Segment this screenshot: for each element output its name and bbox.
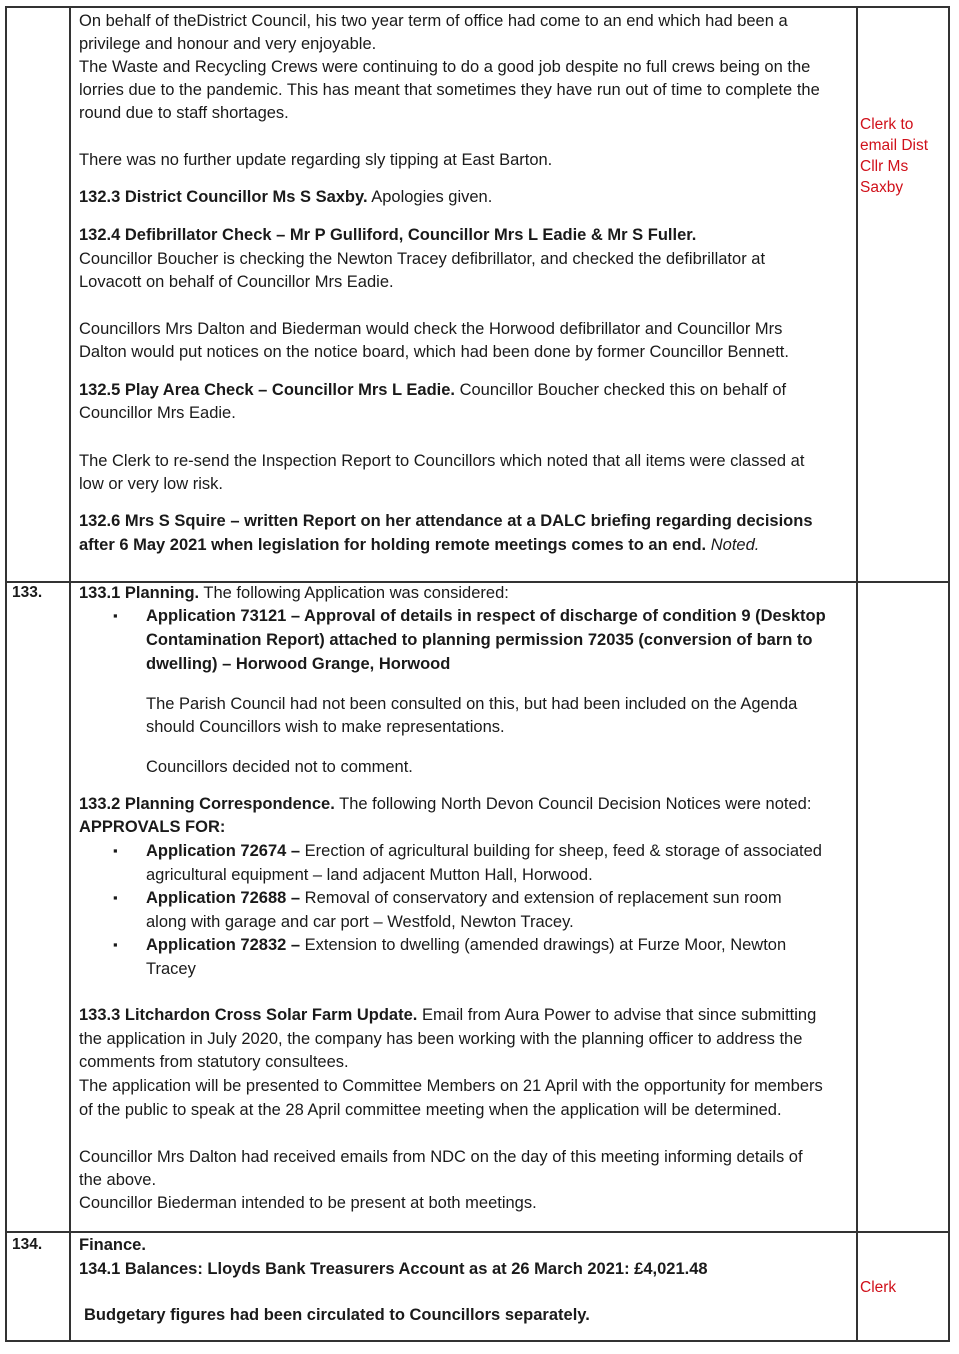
application-text: Extension to dwelling (amended drawings) at Furze Moor, Newton: [300, 936, 787, 954]
text-line: There was no further update regarding sly tipping at East Barton.: [79, 151, 553, 169]
bullet-icon: ▪: [113, 608, 118, 623]
section-note: Noted.: [706, 536, 760, 554]
text-line: The Clerk to re-send the Inspection Report to Councillors which noted that all items were classed at: [79, 452, 805, 470]
column-divider: [69, 8, 71, 1340]
action-note: Clerk to email Dist Cllr Ms Saxby: [860, 116, 929, 196]
text-line: low or very low risk.: [79, 475, 223, 493]
section-heading: 133.1 Planning.: [79, 584, 200, 602]
application-number: Application 72688 –: [146, 889, 301, 907]
application-number: Application 72674 –: [146, 842, 301, 860]
section-133-2: [79, 793, 851, 817]
budget-line: Budgetary figures had been circulated to Councillors separately.: [84, 1306, 590, 1324]
text-line: The Parish Council had not been consulted on this, but had been included on the Agenda: [146, 695, 798, 713]
balances-line: 134.1 Balances: Lloyds Bank Treasurers Account as at 26 March 2021: £4,021.48: [79, 1260, 708, 1278]
text-line: should Councillors wish to make representations.: [146, 718, 505, 736]
text-line: Lovacott on behalf of Councillor Mrs Eadie.: [79, 273, 394, 291]
text-line: Tracey: [146, 960, 196, 978]
text-line: agricultural equipment – land adjacent Mutton Hall, Horwood.: [146, 866, 593, 884]
section-133-3: [79, 1004, 851, 1028]
section-heading: 132.5 Play Area Check – Councillor Mrs L Eadie.: [79, 381, 455, 399]
row-divider: [7, 1231, 948, 1233]
text-line: of the public to speak at the 28 April committee meeting when the application will be determined.: [79, 1101, 782, 1119]
finance-heading: Finance.: [79, 1236, 146, 1254]
row-number: 133.: [12, 584, 43, 601]
text-line: lorries due to the pandemic. This has meant that sometimes they have run out of time to complete the: [79, 81, 820, 99]
text-line: On behalf of theDistrict Council, his two year term of office had come to an end which had been a: [79, 12, 788, 30]
action-note: Clerk: [860, 1279, 897, 1296]
text-line: privilege and honour and very enjoyable.: [79, 35, 377, 53]
bullet-icon: ▪: [113, 937, 118, 952]
application-line: Application 73121 – Approval of details in respect of discharge of condition 9 (Desktop: [146, 607, 826, 625]
section-text: Councillor Boucher checked this on behalf of: [455, 381, 787, 399]
text-line: The Waste and Recycling Crews were continuing to do a good job despite no full crews being on the: [79, 58, 811, 76]
section-heading: 132.4 Defibrillator Check – Mr P Gulliford, Councillor Mrs L Eadie & Mr S Fuller.: [79, 226, 697, 244]
text-line: the above.: [79, 1171, 157, 1189]
application-line: [146, 887, 851, 911]
section-133-1: [79, 582, 851, 606]
text-line: the application in July 2020, the company has been working with the planning officer to address the: [79, 1030, 803, 1048]
application-line: [146, 934, 851, 958]
row-number: 134.: [12, 1236, 43, 1253]
bullet-icon: ▪: [113, 890, 118, 905]
application-number: Application 72832 –: [146, 936, 301, 954]
application-text: Removal of conservatory and extension of replacement sun room: [300, 889, 782, 907]
bullet-icon: ▪: [113, 843, 118, 858]
section-heading: after 6 May 2021 when legislation for holding remote meetings comes to an end.: [79, 536, 707, 554]
section-text: Email from Aura Power to advise that since submitting: [417, 1006, 817, 1024]
section-132-3: [79, 186, 851, 210]
text-line: along with garage and car port – Westfold, Newton Tracey.: [146, 913, 574, 931]
text-line: Councillor Mrs Eadie.: [79, 404, 236, 422]
column-divider: [856, 8, 858, 1340]
text-line: Councillor Mrs Dalton had received emails from NDC on the day of this meeting informing details of: [79, 1148, 803, 1166]
section-heading: 132.6 Mrs S Squire – written Report on her attendance at a DALC briefing regarding decisions: [79, 512, 813, 530]
text-line: round due to staff shortages.: [79, 104, 289, 122]
section-text: Apologies given.: [367, 188, 493, 206]
section-heading: 132.3 District Councillor Ms S Saxby.: [79, 188, 368, 206]
approvals-heading: APPROVALS FOR:: [79, 818, 226, 836]
section-text: The following North Devon Council Decision Notices were noted:: [334, 795, 812, 813]
section-132-5: [79, 379, 851, 403]
section-132-6-line: [79, 534, 851, 558]
section-text: The following Application was considered:: [199, 584, 509, 602]
section-heading: 133.2 Planning Correspondence.: [79, 795, 335, 813]
text-line: Councillors decided not to comment.: [146, 758, 413, 776]
text-line: Councillors Mrs Dalton and Biederman would check the Horwood defibrillator and Councillor Mrs: [79, 320, 783, 338]
application-line: [146, 840, 851, 864]
text-line: The application will be presented to Committee Members on 21 April with the opportunity for members: [79, 1077, 823, 1095]
application-text: Erection of agricultural building for sheep, feed & storage of associated: [300, 842, 822, 860]
application-line: dwelling) – Horwood Grange, Horwood: [146, 655, 451, 673]
section-heading: 133.3 Litchardon Cross Solar Farm Update.: [79, 1006, 418, 1024]
text-line: comments from statutory consultees.: [79, 1053, 349, 1071]
text-line: Councillor Boucher is checking the Newton Tracey defibrillator, and checked the defibrillator at: [79, 250, 766, 268]
application-line: Contamination Report) attached to planning permission 72035 (conversion of barn to: [146, 631, 813, 649]
text-line: Dalton would put notices on the notice board, which had been done by former Councillor Bennett.: [79, 343, 789, 361]
text-line: Councillor Biederman intended to be present at both meetings.: [79, 1194, 537, 1212]
